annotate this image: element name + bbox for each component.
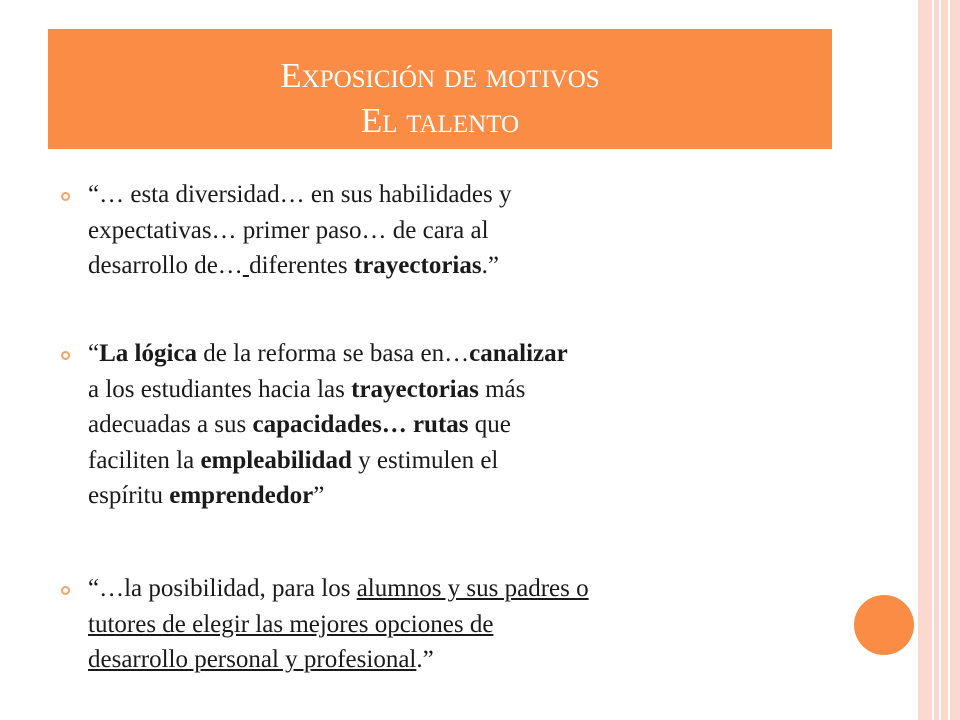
text-segment: trayectorias	[351, 375, 479, 403]
text-segment: tutores de elegir las mejores opciones de	[88, 610, 494, 638]
text-segment: ”	[313, 482, 325, 509]
slide-title: Exposición de motivos	[280, 56, 600, 95]
text-segment: empleabilidad	[200, 446, 352, 474]
text-segment: de la reforma se basa en…	[197, 340, 470, 367]
text-segment: desarrollo de…	[88, 252, 243, 279]
text-segment: La lógica	[99, 340, 198, 367]
text-segment: que	[468, 411, 511, 438]
text-segment: “…la posibilidad, para los	[88, 575, 357, 602]
text-segment: y estimulen el	[351, 446, 499, 474]
bullet-icon	[61, 351, 70, 360]
bullet-line	[88, 571, 828, 607]
bullet-line	[88, 372, 828, 408]
slide-subtitle: El talento	[360, 101, 520, 140]
text-segment: adecuadas a sus	[88, 411, 253, 438]
bullet-line	[88, 607, 828, 643]
bullet-point-2	[88, 336, 828, 514]
text-segment: .”	[481, 252, 499, 279]
decorative-side-stripes	[918, 0, 960, 720]
text-segment: trayectorias	[353, 252, 482, 279]
text-segment: .”	[416, 646, 434, 673]
text-segment: espíritu	[88, 482, 170, 509]
decorative-circle	[854, 595, 914, 655]
text-segment: capacidades… rutas	[252, 411, 469, 438]
text-segment: “	[88, 340, 100, 367]
bullet-line	[88, 478, 828, 514]
bullet-line	[88, 336, 828, 372]
text-segment: alumnos y sus padres o	[356, 575, 589, 602]
text-segment: a los estudiantes hacia las	[88, 375, 352, 403]
bullet-line	[88, 443, 828, 479]
bullet-point-1	[88, 177, 828, 284]
bullet-line	[88, 248, 828, 284]
text-segment: desarrollo personal y profesional	[88, 646, 417, 673]
text-segment: expectativas… primer paso… de cara al	[88, 216, 489, 244]
text-segment: más	[478, 375, 526, 403]
bullet-line	[88, 177, 828, 213]
bullet-line	[88, 642, 828, 678]
text-segment: “… esta diversidad… en sus habilidades y	[88, 181, 512, 208]
bullet-icon	[61, 192, 70, 201]
bullet-point-3	[88, 571, 828, 678]
bullet-line	[88, 213, 828, 249]
text-segment: diferentes	[249, 252, 354, 279]
text-segment: faciliten la	[88, 446, 201, 474]
text-segment: emprendedor	[169, 482, 314, 509]
bullet-line	[88, 407, 828, 443]
bullet-icon	[61, 586, 70, 595]
text-segment: canalizar	[469, 340, 568, 367]
